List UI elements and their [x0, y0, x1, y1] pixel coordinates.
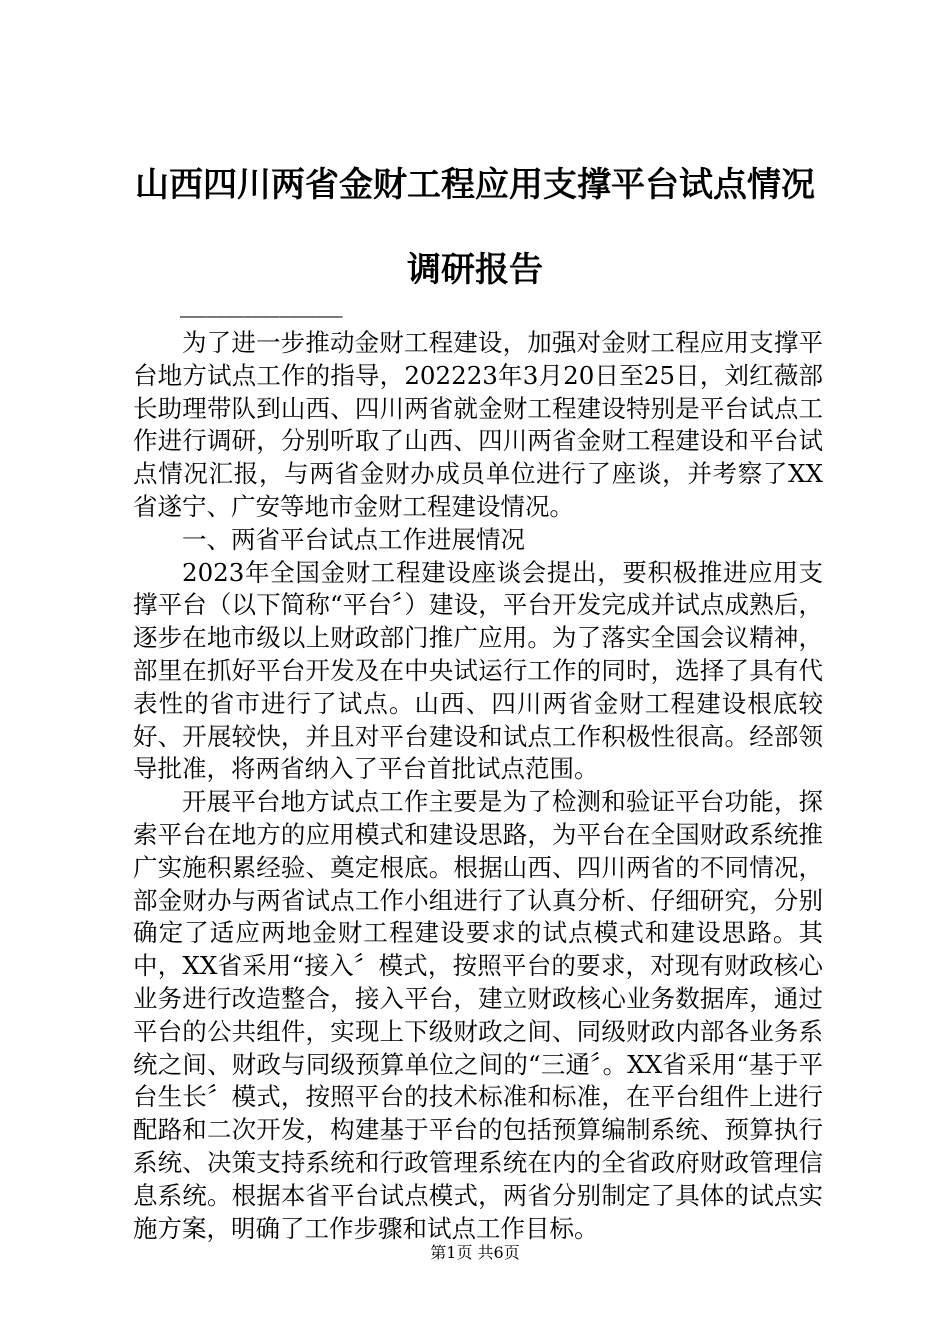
paragraph-purpose: 开展平台地方试点工作主要是为了检测和验证平台功能，探索平台在地方的应用模式和建设思路，为平台在全国财政系统推广实施积累经验、奠定根底。根据山西、四川两省的不同情况，部金财办与两省试点工作小组进行了认真分析、仔细研究，分别确定了适应两地金财工程建设要求的试点模式和建设思路。其中，XX省采用“接入〞模式，按照平台的要求，对现有财政核心业务进行改造整合，接入平台，建立财政核心业务数据库，通过平台的公共组件，实现上下级财政之间、同级财政内部各业务系统之间、财政与同级预算单位之间的“三通〞。XX省采用“基于平台生长〞模式，按照平台的技术标准和标准，在平台组件上进行配路和二次开发，构建基于平台的包括预算编制系统、预算执行系统、决策支持系统和行政管理系统在内的全省政府财政管理信息系统。根据本省平台试点模式，两省分别制定了具体的试点实施方案，明确了工作步骤和试点工作目标。 [133, 787, 823, 1243]
document-body [133, 327, 823, 1245]
title-separator: —————————————————— [180, 307, 343, 325]
page-number: 第1页 共6页 [430, 1243, 520, 1262]
paragraph-intro: 为了进一步推动金财工程建设，加强对金财工程应用支撑平台地方试点工作的指导，202223年3月20日至25日，刘红薇部长助理带队到山西、四川两省就金财工程建设特别是平台试点工作进行调研，分别听取了山西、四川两省金财工程建设和平台试点情况汇报，与两省金财办成员单位进行了座谈，并考察了XX省遂宁、广安等地市金财工程建设情况。 [133, 328, 823, 521]
document-title-line-1: 山西四川两省金财工程应用支撑平台试点情况 [135, 165, 815, 205]
document-title-line-2: 调研报告 [407, 250, 543, 290]
paragraph-background: 2023年全国金财工程建设座谈会提出，要积极推进应用支撑平台（以下简称“平台〞）建设，平台开发完成并试点成熟后，逐步在地市级以上财政部门推广应用。为了落实全国会议精神，部里在抓好平台开发及在中央试运行工作的同时，选择了具有代表性的省市进行了试点。山西、四川两省金财工程建设根底较好、开展较快，并且对平台建设和试点工作积极性很高。经部领导批准，将两省纳入了平台首批试点范围。 [133, 557, 823, 784]
section-heading: 一、两省平台试点工作进展情况 [182, 524, 525, 554]
